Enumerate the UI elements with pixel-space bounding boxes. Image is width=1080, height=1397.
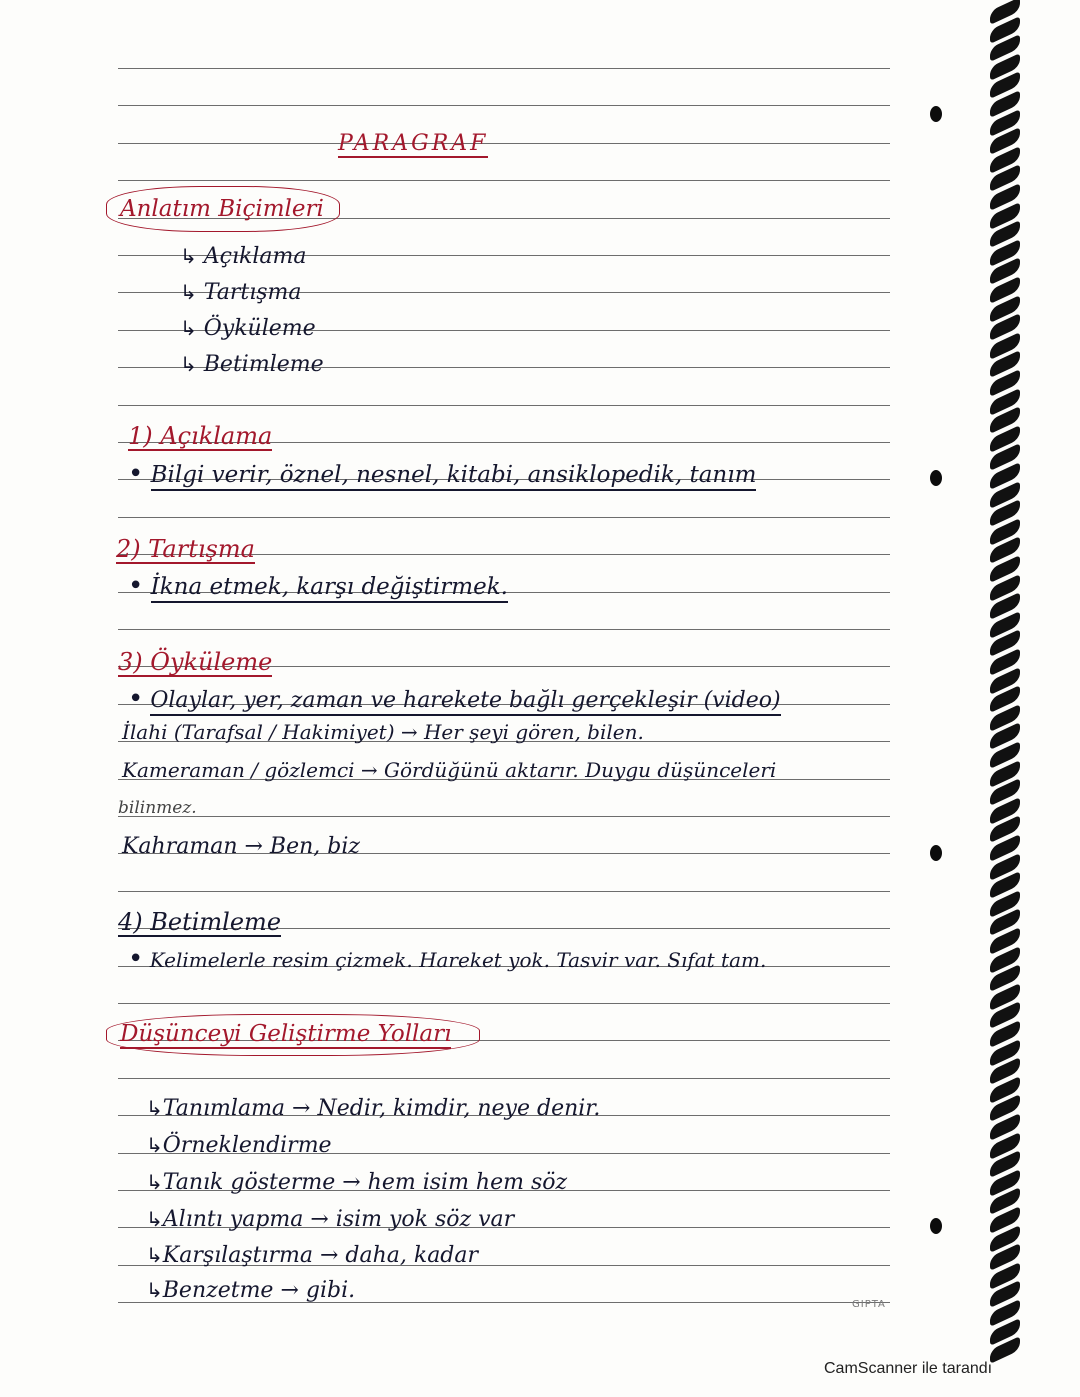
punch-hole: [930, 1218, 942, 1234]
page-title: PARAGRAF: [338, 131, 489, 156]
ruled-line: [118, 68, 890, 69]
oykuleme-line: • Olaylar, yer, zaman ve harekete bağlı gerçekleşir (video): [128, 684, 781, 714]
punch-hole: [930, 845, 942, 861]
aciklama-line: • Bilgi verir, öznel, nesnel, kitabi, ansiklopedik, tanım: [128, 459, 757, 489]
anlatim-item: ↳ Açıklama: [180, 244, 307, 269]
dusunce-item: ↳Alıntı yapma → isim yok söz var: [146, 1207, 515, 1232]
oykuleme-line: Kameraman / gözlemci → Gördüğünü aktarır. Duygu düşünceleri: [122, 758, 777, 782]
section-heading-betimleme: 4) Betimleme: [118, 908, 282, 936]
anlatim-item: ↳ Betimleme: [180, 352, 324, 377]
notebook-brand: GIPTA: [852, 1299, 886, 1310]
ruled-line: [118, 816, 890, 817]
punch-hole: [930, 470, 942, 486]
oykuleme-line: bilinmez.: [118, 798, 197, 818]
section-heading-aciklama: 1) Açıklama: [128, 422, 273, 450]
dusunce-heading: Düşünceyi Geliştirme Yolları: [120, 1021, 452, 1047]
dusunce-item: ↳Örneklendirme: [146, 1133, 332, 1158]
oykuleme-line: İlahi (Tarafsal / Hakimiyet) → Her şeyi gören, bilen.: [122, 720, 644, 744]
hook-arrow-icon: ↳: [146, 1243, 163, 1267]
scanner-watermark: CamScanner ile tarandı: [824, 1360, 993, 1377]
hook-arrow-icon: ↳: [180, 316, 197, 340]
ruled-line: [118, 143, 890, 144]
dusunce-item: ↳Karşılaştırma → daha, kadar: [146, 1243, 479, 1268]
anlatim-item: ↳ Tartışma: [180, 280, 302, 305]
ruled-line: [118, 1003, 890, 1004]
anlatim-item: ↳ Öyküleme: [180, 316, 316, 341]
hook-arrow-icon: ↳: [146, 1278, 163, 1302]
ruled-line: [118, 1078, 890, 1079]
dusunce-item: ↳Benzetme → gibi.: [146, 1278, 356, 1303]
ruled-line: [118, 517, 890, 518]
hook-arrow-icon: ↳: [146, 1207, 163, 1231]
ruled-line: [118, 405, 890, 406]
oykuleme-line: Kahraman → Ben, biz: [122, 834, 360, 859]
dusunce-item: ↳Tanımlama → Nedir, kimdir, neye denir.: [146, 1096, 601, 1121]
hook-arrow-icon: ↳: [146, 1096, 163, 1120]
section-heading-oykuleme: 3) Öyküleme: [118, 648, 273, 676]
betimleme-line: • Kelimelerle resim çizmek. Hareket yok. Tasvir var. Sıfat tam.: [128, 944, 767, 974]
dusunce-item: ↳Tanık gösterme → hem isim hem söz: [146, 1170, 568, 1195]
hook-arrow-icon: ↳: [146, 1133, 163, 1157]
hook-arrow-icon: ↳: [180, 352, 197, 376]
ruled-line: [118, 180, 890, 181]
ruled-line: [118, 105, 890, 106]
hook-arrow-icon: ↳: [146, 1170, 163, 1194]
hook-arrow-icon: ↳: [180, 244, 197, 268]
anlatim-heading: Anlatım Biçimleri: [120, 196, 324, 222]
tartisma-line: • İkna etmek, karşı değiştirmek.: [128, 571, 508, 601]
ruled-line: [118, 891, 890, 892]
section-heading-tartisma: 2) Tartışma: [116, 535, 255, 563]
punch-hole: [930, 106, 942, 122]
spiral-binding: [990, 0, 1030, 1360]
ruled-line: [118, 629, 890, 630]
hook-arrow-icon: ↳: [180, 280, 197, 304]
